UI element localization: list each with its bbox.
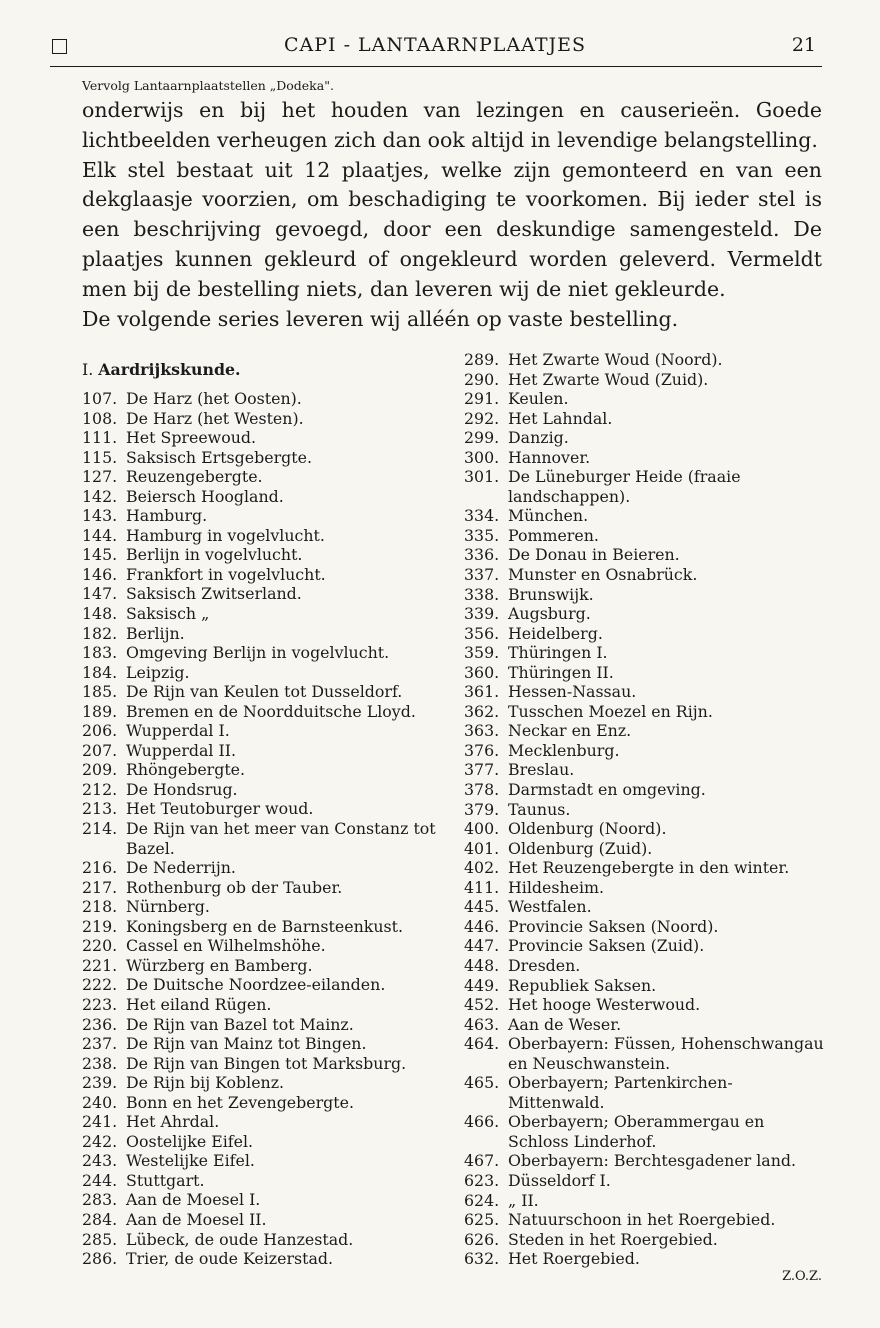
item-number: 286. [82,1249,118,1269]
item-title: Hannover. [508,447,591,467]
item-title: Breslau. [508,760,575,780]
item-title: Hessen-Nassau. [508,682,637,702]
list-item [82,1015,442,1035]
item-title: Saksisch Ertsgebergte. [126,447,312,467]
item-title: Reuzengebergte. [126,467,263,487]
item-number: 334. [464,506,500,526]
list-item [464,350,824,370]
list-item [464,1191,824,1211]
item-number: 209. [82,760,118,780]
list-item [464,800,824,820]
list-item [82,721,442,741]
list-item [82,389,442,409]
item-title: Aan de Moesel II. [126,1209,267,1229]
list-item [82,526,442,546]
item-title: Aan de Weser. [508,1014,622,1034]
item-number: 376. [464,740,500,760]
list-item [464,1015,824,1035]
list-item [464,682,824,702]
item-number: 240. [82,1092,118,1112]
item-number: 379. [464,799,500,819]
list-item [464,1171,824,1191]
item-number: 143. [82,506,118,526]
item-number: 289. [464,350,500,369]
item-number: 242. [82,1131,118,1151]
list-item [82,956,442,976]
list-item [464,1210,824,1230]
item-number: 220. [82,936,118,956]
item-number: 239. [82,1073,118,1093]
item-number: 300. [464,447,500,467]
list-item [82,409,442,429]
item-number: 223. [82,994,118,1014]
item-title: De Harz (het Westen). [126,408,304,428]
item-number: 337. [464,565,500,585]
item-title: Het hooge Westerwoud. [508,995,701,1015]
list-item [464,897,824,917]
item-number: 467. [464,1151,500,1171]
item-number: 189. [82,701,118,721]
list-item [82,995,442,1015]
item-title: Het Spreewoud. [126,428,257,448]
list-item [464,878,824,898]
item-number: 400. [464,819,500,839]
running-title: CAPI - LANTAARNPLAATJES [284,34,586,56]
item-title: Dresden. [508,955,581,975]
item-title: Munster en Osnabrück. [508,565,698,585]
item-title: Nürnberg. [126,897,210,917]
list-item [82,584,442,604]
item-title: Oberbayern; Partenkirchen-Mittenwald. [508,1073,733,1112]
item-number: 338. [464,584,500,604]
item-number: 144. [82,525,118,545]
item-number: 378. [464,780,500,800]
item-title: Steden in het Roergebied. [508,1229,718,1249]
list-item [464,839,824,859]
item-title: Het eiland Rügen. [126,994,272,1014]
item-title: Westelijke Eifel. [126,1151,255,1171]
list-item [82,1210,442,1230]
list-item [464,526,824,546]
item-number: 447. [464,936,500,956]
item-number: 291. [464,389,500,409]
item-number: 147. [82,584,118,604]
item-title: De Rijn van Bazel tot Mainz. [126,1014,354,1034]
item-title: Mecklenburg. [508,740,620,760]
item-number: 335. [464,525,500,545]
item-number: 464. [464,1034,500,1054]
item-title: De Harz (het Oosten). [126,389,302,408]
item-number: 237. [82,1034,118,1054]
item-number: 219. [82,916,118,936]
list-item [82,604,442,624]
list-item [82,741,442,761]
list-item [82,565,442,585]
list-item [464,585,824,605]
item-title: De Rijn van Mainz tot Bingen. [126,1034,367,1054]
item-title: Provincie Saksen (Zuid). [508,936,705,956]
item-title: Düsseldorf I. [508,1170,611,1190]
item-title: Saksisch „ [126,604,210,624]
item-title: De Donau in Beieren. [508,545,680,565]
list-item [82,760,442,780]
list-item [464,760,824,780]
item-number: 108. [82,408,118,428]
item-title: Het Zwarte Woud (Noord). [508,350,723,369]
item-number: 183. [82,643,118,663]
list-item [82,858,442,878]
item-title: Natuurschoon in het Roergebied. [508,1210,776,1230]
item-number: 356. [464,623,500,643]
item-number: 145. [82,545,118,565]
header-rule [50,66,822,67]
list-item [464,663,824,683]
item-title: Leipzig. [126,662,190,682]
list-item [82,428,442,448]
turn-over-note: Z.O.Z. [782,1269,822,1284]
list-item [464,389,824,409]
list-item [82,643,442,663]
list-item [82,1230,442,1250]
item-title: Hamburg. [126,506,208,526]
item-title: Thüringen I. [508,643,608,663]
item-title: „ II. [508,1190,539,1210]
item-title: Beiersch Hoogland. [126,486,284,506]
item-title: Berlijn in vogelvlucht. [126,545,303,565]
list-item [464,545,824,565]
item-number: 632. [464,1249,500,1269]
item-number: 107. [82,389,118,408]
continuation-subhead: Vervolg Lantaarnplaatstellen „Dodeka". [82,78,334,93]
item-title: Oldenburg (Zuid). [508,838,653,858]
item-title: Keulen. [508,389,569,409]
list-item [464,370,824,390]
list-item [82,624,442,644]
list-item [82,448,442,468]
list-item [82,819,442,858]
item-title: Omgeving Berlijn in vogelvlucht. [126,643,390,663]
item-title: Het Zwarte Woud (Zuid). [508,369,709,389]
item-number: 623. [464,1170,500,1190]
item-title: Heidelberg. [508,623,603,643]
item-title: Hildesheim. [508,877,605,897]
item-number: 625. [464,1210,500,1230]
item-title: Oberbayern: Füssen, Hohenschwangau en Neuschwanstein. [508,1034,824,1073]
item-title: Het Lahndal. [508,408,613,428]
item-title: Provincie Saksen (Noord). [508,916,719,936]
item-title: Cassel en Wilhelmshöhe. [126,936,326,956]
item-number: 214. [82,819,118,839]
item-number: 292. [464,408,500,428]
list-item [82,1034,442,1054]
item-number: 182. [82,623,118,643]
item-title: Rhöngebergte. [126,760,246,780]
item-number: 377. [464,760,500,780]
list-item [464,624,824,644]
list-item [464,1151,824,1171]
list-item [464,467,824,506]
item-title: Wupperdal II. [126,740,236,760]
item-title: Koningsberg en de Barnsteenkust. [126,916,403,936]
list-item [464,819,824,839]
list-item [464,1112,824,1151]
item-number: 411. [464,877,500,897]
section-name: Aardrijkskunde. [98,360,241,379]
item-title: Trier, de oude Keizerstad. [126,1249,334,1269]
item-title: Tusschen Moezel en Rijn. [508,701,713,721]
item-title: Oberbayern; Oberammergau en Schloss Linderhof. [508,1112,765,1151]
series-list-right [464,350,824,1269]
list-item [82,1171,442,1191]
item-title: De Lüneburger Heide (fraaie landschappen). [508,467,741,506]
item-title: Bremen en de Noordduitsche Lloyd. [126,701,416,721]
item-title: Het Reuzengebergte in den winter. [508,858,790,878]
right-column [464,350,824,1269]
list-item [464,565,824,585]
item-title: Hamburg in vogelvlucht. [126,525,325,545]
page-number: 21 [791,34,816,56]
list-item [82,936,442,956]
item-number: 115. [82,447,118,467]
item-number: 446. [464,916,500,936]
list-item [464,702,824,722]
list-item [82,799,442,819]
list-item [82,917,442,937]
list-item [464,780,824,800]
item-number: 336. [464,545,500,565]
item-title: Oldenburg (Noord). [508,819,667,839]
item-number: 243. [82,1151,118,1171]
item-number: 301. [464,467,500,487]
series-list-left [82,389,442,1269]
list-item [82,780,442,800]
item-number: 448. [464,955,500,975]
item-title: Darmstadt en omgeving. [508,780,706,800]
left-column [82,350,442,1269]
list-item [464,917,824,937]
item-title: Oostelijke Eifel. [126,1131,254,1151]
paragraph: Elk stel bestaat uit 12 plaatjes, welke zijn gemonteerd en van een dekglaasje voorzien, om beschadiging te voorkomen. Bij ieder stel is een beschrijving gevoegd, door een deskundige samengesteld. De plaatjes kunnen gekleurd of ongekleurd worden geleverd. Vermeldt men bij de bestelling niets, dan leveren wij de niet gekleurde. [82,157,822,301]
item-number: 445. [464,897,500,917]
item-title: Augsburg. [508,604,591,624]
item-title: Rothenburg ob der Tauber. [126,877,343,897]
item-title: Taunus. [508,799,571,819]
list-item [464,995,824,1015]
item-title: Saksisch Zwitserland. [126,584,302,604]
item-title: Bonn en het Zevengebergte. [126,1092,354,1112]
item-number: 216. [82,858,118,878]
list-item [464,1230,824,1250]
item-number: 244. [82,1170,118,1190]
item-number: 206. [82,721,118,741]
item-title: Wupperdal I. [126,721,230,741]
item-number: 361. [464,682,500,702]
item-title: Pommeren. [508,525,599,545]
item-title: Stuttgart. [126,1170,205,1190]
item-title: Oberbayern: Berchtesgadener land. [508,1151,797,1171]
section-heading [82,350,442,389]
paragraph: De volgende series leveren wij alléén op vaste bestelling. [82,306,679,331]
list-item [464,409,824,429]
item-number: 466. [464,1112,500,1132]
item-title: Neckar en Enz. [508,721,632,741]
list-item [464,643,824,663]
item-number: 626. [464,1229,500,1249]
item-title: De Hondsrug. [126,779,238,799]
item-number: 360. [464,662,500,682]
item-title: Frankfort in vogelvlucht. [126,564,326,584]
item-number: 148. [82,604,118,624]
list-item [82,1249,442,1269]
list-item [464,448,824,468]
item-number: 241. [82,1112,118,1132]
list-item [464,721,824,741]
list-item [464,604,824,624]
list-item [464,1073,824,1112]
list-item [464,1034,824,1073]
list-item [82,1132,442,1152]
item-number: 362. [464,701,500,721]
list-item [82,1190,442,1210]
item-number: 184. [82,662,118,682]
item-number: 290. [464,369,500,389]
list-item [82,663,442,683]
item-title: Aan de Moesel I. [126,1190,261,1210]
section-number: I. [82,360,94,379]
item-title: München. [508,506,589,526]
item-number: 146. [82,564,118,584]
list-item [82,682,442,702]
item-title: Berlijn. [126,623,185,643]
item-number: 222. [82,975,118,995]
item-number: 363. [464,721,500,741]
list-item [464,741,824,761]
item-number: 218. [82,897,118,917]
item-number: 185. [82,682,118,702]
item-number: 212. [82,779,118,799]
list-item [82,1054,442,1074]
item-title: De Rijn van Keulen tot Dusseldorf. [126,682,403,702]
item-number: 449. [464,975,500,995]
item-number: 285. [82,1229,118,1249]
item-number: 452. [464,995,500,1015]
item-number: 238. [82,1053,118,1073]
item-title: Westfalen. [508,897,592,917]
item-title: De Rijn bij Koblenz. [126,1073,285,1093]
list-item [82,897,442,917]
item-number: 463. [464,1014,500,1034]
list-item [82,467,442,487]
item-number: 465. [464,1073,500,1093]
list-item [464,976,824,996]
list-item [82,878,442,898]
item-number: 339. [464,604,500,624]
list-item [82,975,442,995]
item-title: De Rijn van Bingen tot Marksburg. [126,1053,407,1073]
item-title: Thüringen II. [508,662,614,682]
item-number: 111. [82,428,118,448]
list-item [464,936,824,956]
item-number: 284. [82,1209,118,1229]
list-item [82,1112,442,1132]
list-item [464,956,824,976]
item-number: 142. [82,486,118,506]
list-item [82,702,442,722]
item-title: Danzig. [508,428,569,448]
item-number: 213. [82,799,118,819]
list-item [82,545,442,565]
item-title: De Duitsche Noordzee-eilanden. [126,975,386,995]
list-item [82,487,442,507]
item-number: 624. [464,1190,500,1210]
item-title: Würzberg en Bamberg. [126,955,313,975]
item-number: 221. [82,955,118,975]
list-item [464,1249,824,1269]
item-title: Brunswijk. [508,584,594,604]
item-title: De Rijn van het meer van Constanz tot Bazel. [126,819,436,858]
list-item [464,506,824,526]
page-header [50,34,820,60]
item-number: 236. [82,1014,118,1034]
item-number: 217. [82,877,118,897]
item-title: De Nederrijn. [126,858,236,878]
item-title: Het Roergebied. [508,1249,640,1269]
item-title: Republiek Saksen. [508,975,657,995]
list-item [82,1093,442,1113]
list-item [82,506,442,526]
list-item [82,1151,442,1171]
list-item [82,1073,442,1093]
item-title: Lübeck, de oude Hanzestad. [126,1229,354,1249]
item-number: 402. [464,858,500,878]
item-number: 359. [464,643,500,663]
item-number: 401. [464,838,500,858]
item-number: 283. [82,1190,118,1210]
item-title: Het Ahrdal. [126,1112,220,1132]
intro-text [82,96,822,334]
list-item [464,428,824,448]
item-number: 207. [82,740,118,760]
list-item [464,858,824,878]
item-title: Het Teutoburger woud. [126,799,314,819]
item-number: 299. [464,428,500,448]
item-number: 127. [82,467,118,487]
paragraph: onderwijs en bij het houden van lezingen en causerieën. Goede lichtbeelden verheugen zich dan ook altijd in levendige belangstelling. [82,98,822,152]
